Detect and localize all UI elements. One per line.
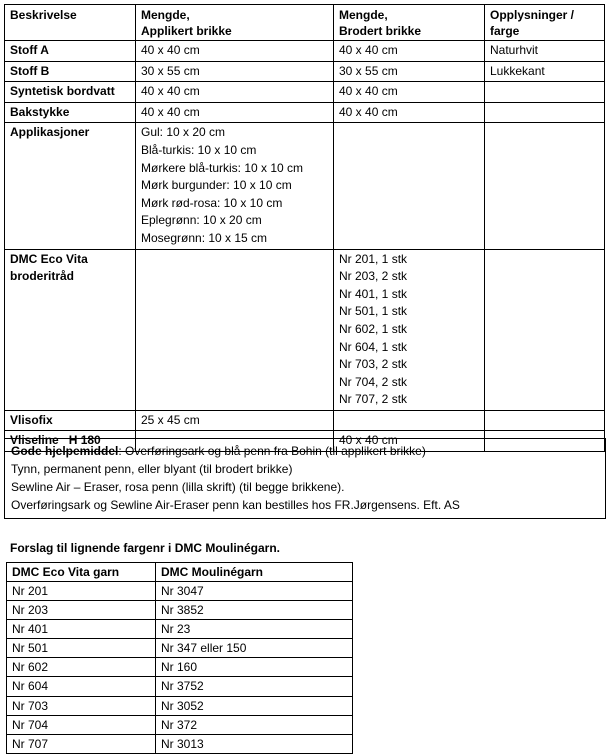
- header-info: [485, 5, 605, 41]
- help-line-1-text: : Overføringsark og blå penn fra Bohin (til applikert brikke): [118, 444, 426, 458]
- table-row: [7, 677, 353, 696]
- list-item: Eplegrønn: 10 x 20 cm: [141, 213, 262, 228]
- yarn-eco-vita: Nr 604: [7, 677, 156, 696]
- yarn-eco-vita: Nr 707: [7, 734, 156, 753]
- vlisofix-row: [5, 410, 605, 431]
- yarn-header-eco-vita: DMC Eco Vita garn: [7, 563, 156, 582]
- table-row: [7, 639, 353, 658]
- list-item: Gul: 10 x 20 cm: [141, 125, 226, 140]
- row-label: Syntetisk bordvatt: [5, 82, 136, 103]
- table-row: [7, 601, 353, 620]
- row-label: Stoff A: [5, 41, 136, 62]
- list-item: Nr 703, 2 stk: [339, 357, 408, 372]
- row-applique: 40 x 40 cm: [136, 102, 334, 123]
- vlisofix-label: Vlisofix: [5, 410, 136, 431]
- row-embroidered: 40 x 40 cm: [334, 41, 485, 62]
- header-qty-embroidered-line1: Mengde,: [339, 8, 388, 22]
- row-label: Bakstykke: [5, 102, 136, 123]
- yarn-mouline: Nr 3752: [156, 677, 353, 696]
- yarn-mouline: Nr 3047: [156, 582, 353, 601]
- help-line-3: Sewline Air – Eraser, rosa penn (lilla skrift) (til begge brikkene).: [11, 480, 345, 494]
- header-qty-embroidered: [334, 5, 485, 41]
- vlisofix-applique: 25 x 45 cm: [136, 410, 334, 431]
- list-item: Mørkere blå-turkis: 10 x 10 cm: [141, 160, 304, 175]
- header-info-line1: Opplysninger /: [490, 8, 575, 22]
- vlisofix-info-empty: [485, 410, 605, 431]
- table-row: [7, 696, 353, 715]
- vliseline-embroidered: 40 x 40 cm: [334, 431, 485, 452]
- dmc-thread-applique-empty: [136, 249, 334, 410]
- table-row: [7, 582, 353, 601]
- header-qty-applique-line1: Mengde,: [141, 8, 190, 22]
- header-description-text: Beskrivelse: [10, 8, 77, 22]
- dmc-thread-label: [5, 249, 136, 410]
- list-item: Blå-turkis: 10 x 10 cm: [141, 142, 257, 157]
- yarn-eco-vita: Nr 401: [7, 620, 156, 639]
- dmc-thread-list: [334, 249, 485, 410]
- row-applique: 40 x 40 cm: [136, 82, 334, 103]
- table-row: [5, 82, 605, 103]
- yarn-mouline: Nr 372: [156, 715, 353, 734]
- help-line-4: Overføringsark og Sewline Air-Eraser penn kan bestilles hos FR.Jørgensens. Eft. AS: [11, 498, 460, 512]
- yarn-mouline: Nr 23: [156, 620, 353, 639]
- applications-list: [136, 123, 334, 249]
- table-row: [5, 41, 605, 62]
- table-row: [5, 102, 605, 123]
- row-info: [485, 82, 605, 103]
- yarn-eco-vita: Nr 704: [7, 715, 156, 734]
- yarn-mouline: Nr 3052: [156, 696, 353, 715]
- applications-info-empty: [485, 123, 605, 249]
- yarn-mouline: Nr 3013: [156, 734, 353, 753]
- row-applique: 40 x 40 cm: [136, 41, 334, 62]
- applications-row: [5, 123, 605, 249]
- yarn-eco-vita: Nr 602: [7, 658, 156, 677]
- list-item: Nr 707, 2 stk: [339, 392, 408, 407]
- table-row: [7, 734, 353, 753]
- dmc-thread-label-line1: DMC Eco Vita: [10, 251, 88, 266]
- row-info: Naturhvit: [485, 41, 605, 62]
- vliseline-label: Vliseline H 180: [5, 431, 136, 452]
- header-description: [5, 5, 136, 41]
- row-label: Stoff B: [5, 61, 136, 82]
- yarn-eco-vita: Nr 201: [7, 582, 156, 601]
- yarn-mouline: Nr 3852: [156, 601, 353, 620]
- row-applique: 30 x 55 cm: [136, 61, 334, 82]
- list-item: Nr 401, 1 stk: [339, 286, 408, 301]
- yarn-header-row: [7, 563, 353, 582]
- row-info: Lukkekant: [485, 61, 605, 82]
- table-row: [7, 658, 353, 677]
- list-item: Nr 201, 1 stk: [339, 251, 408, 266]
- row-embroidered: 40 x 40 cm: [334, 82, 485, 103]
- list-item: Mørk rød-rosa: 10 x 10 cm: [141, 195, 283, 210]
- dmc-thread-info-empty: [485, 249, 605, 410]
- materials-table: [4, 4, 605, 452]
- list-item: Nr 501, 1 stk: [339, 304, 408, 319]
- row-info: [485, 102, 605, 123]
- list-item: Mørk burgunder: 10 x 10 cm: [141, 178, 292, 193]
- table-row: [7, 715, 353, 734]
- help-line-2: Tynn, permanent penn, eller blyant (til brodert brikke): [11, 462, 293, 476]
- materials-header-row: [5, 5, 605, 41]
- help-title: Gode hjelpemiddel: [11, 444, 119, 458]
- table-row: [7, 620, 353, 639]
- dmc-thread-row: [5, 249, 605, 410]
- list-item: Nr 203, 2 stk: [339, 269, 408, 284]
- yarn-eco-vita: Nr 203: [7, 601, 156, 620]
- header-qty-applique: [136, 5, 334, 41]
- applications-embroidered-empty: [334, 123, 485, 249]
- suggestion-title: Forslag til lignende fargenr i DMC Moulinégarn.: [10, 541, 281, 555]
- table-row: [5, 61, 605, 82]
- row-embroidered: 30 x 55 cm: [334, 61, 485, 82]
- applications-label: Applikasjoner: [5, 123, 136, 249]
- yarn-header-mouline: DMC Moulinégarn: [156, 563, 353, 582]
- help-line-1: [11, 442, 599, 460]
- header-qty-embroidered-line2: Brodert brikke: [339, 24, 422, 38]
- yarn-mouline: Nr 347 eller 150: [156, 639, 353, 658]
- help-box: [4, 438, 606, 519]
- list-item: Mosegrønn: 10 x 15 cm: [141, 230, 268, 245]
- vlisofix-embroidered-empty: [334, 410, 485, 431]
- yarn-eco-vita: Nr 501: [7, 639, 156, 658]
- dmc-thread-label-line2: broderitråd: [10, 269, 75, 284]
- list-item: Nr 604, 1 stk: [339, 339, 408, 354]
- yarn-table: [6, 562, 353, 754]
- header-info-line2: farge: [490, 24, 520, 38]
- list-item: Nr 602, 1 stk: [339, 321, 408, 336]
- list-item: Nr 704, 2 stk: [339, 374, 408, 389]
- yarn-eco-vita: Nr 703: [7, 696, 156, 715]
- header-qty-applique-line2: Applikert brikke: [141, 24, 232, 38]
- row-embroidered: 40 x 40 cm: [334, 102, 485, 123]
- yarn-mouline: Nr 160: [156, 658, 353, 677]
